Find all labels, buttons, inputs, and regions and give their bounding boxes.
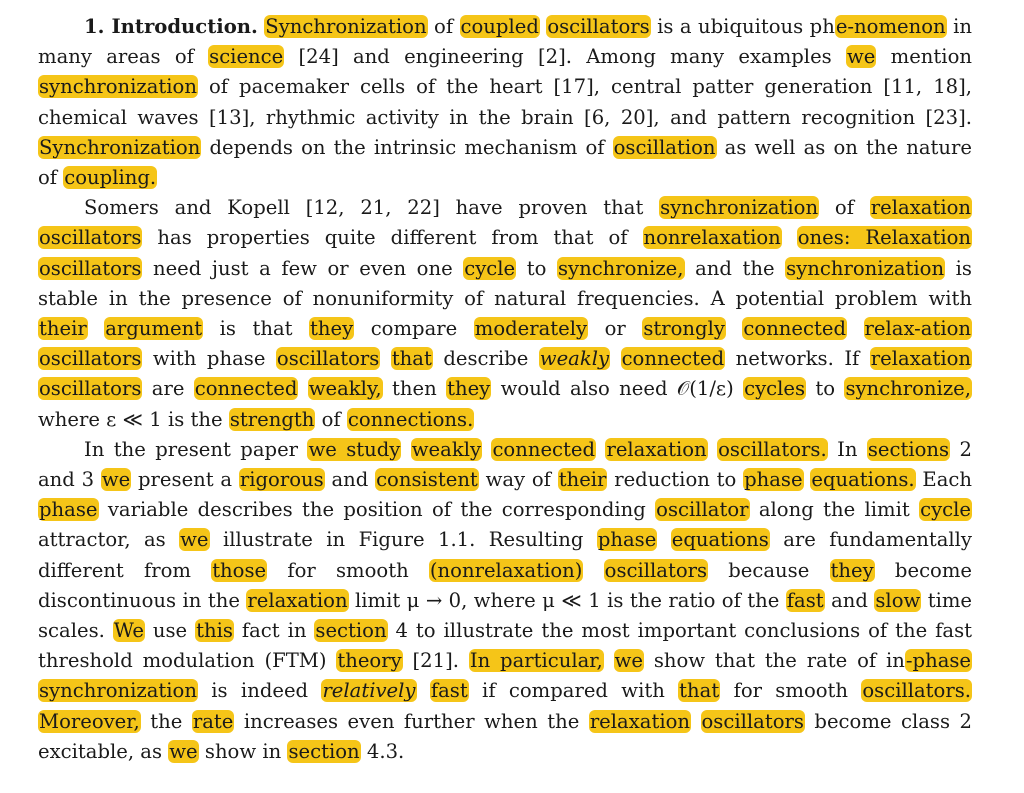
highlighted-word: synchronize, [845,377,971,401]
highlighted-word: phase [744,468,803,492]
text-run: depends on the intrinsic mechanism of [201,135,613,159]
highlighted-word: consistent [376,468,478,492]
text-run [380,347,391,370]
text-run: is indeed [197,679,322,703]
text-run [88,317,105,340]
highlighted-word: section [315,619,387,643]
text-run [708,438,717,461]
text-run: [24] and engineering [2]. Among many examples [284,45,846,69]
text-run: 4 to illustrate the most important conclusions of the fast threshold modulation (FTM) [38,619,972,673]
text-run: along the limit [749,498,920,522]
text-run: is that [203,317,310,341]
highlighted-word: phase [597,528,657,552]
text-run: In the present paper [84,437,308,461]
text-run: and [824,588,875,612]
text-run: fact in [233,619,315,643]
highlighted-word: oscillators [39,256,142,280]
highlighted-word: relaxation [247,588,348,612]
highlighted-word: oscillators. [862,679,972,703]
highlighted-word: coupling. [64,166,157,190]
text-run: become class 2 excitable, as [38,709,972,763]
highlighted-word: oscillators [276,347,380,371]
text-run: [21]. [402,649,469,673]
text-run [401,438,410,461]
text-run [691,710,701,733]
text-run: to [516,256,557,280]
text-run: of pacemaker cells of the heart [17], central patter generation [11, 18], chemical waves [13], rhythmic activity in the brain [6, 20], and pattern recognition [23]. [38,75,972,129]
highlighted-word: Synchronization [265,15,427,38]
highlighted-word: connected [194,377,298,401]
highlighted-word: -phase [905,649,972,673]
section-heading: 1. Introduction. [84,15,258,38]
highlighted-word: synchronize, [557,256,684,280]
text-run: show that the rate of in [643,649,905,673]
highlighted-word: we [180,528,209,552]
highlighted-word: synchronization [786,256,945,280]
highlighted-word: coupled [460,15,539,38]
highlighted-word: this [196,619,233,643]
text-run: way of [478,468,558,492]
text-run: describe [432,347,539,371]
text-run: show in [198,739,288,763]
highlighted-word: oscillator [656,498,749,522]
highlighted-word: they [447,377,491,401]
text-run: then [382,377,447,401]
text-run [847,317,864,340]
highlighted-word: synchronization [39,679,197,703]
highlighted-word: oscillators [39,347,142,371]
text-run: is stable in the presence of nonuniformity of natural frequencies. A potential problem with [38,256,972,310]
highlighted-word: moderately [474,317,588,341]
highlighted-word: connected [743,317,847,341]
highlighted-word: synchronization [660,196,819,220]
text-run: 2 and 3 [38,437,972,492]
highlighted-word: connected [621,347,725,371]
highlighted-word: argument [105,317,203,341]
highlighted-word: rigorous [239,468,324,492]
highlighted-word: oscillators [547,15,650,38]
text-run: to [806,377,845,401]
text-run: for smooth [720,679,862,703]
highlighted-word: rate [192,709,234,733]
highlighted-word: sections [867,437,950,461]
text-run [417,679,430,702]
highlighted-word: fast [786,588,824,612]
text-run: for smooth [267,558,429,582]
text-run [298,377,307,400]
paragraph-1 [38,12,972,193]
highlighted-word: they [310,317,354,341]
text-run: limit μ → 0, where μ ≪ 1 is the ratio of the [348,588,786,612]
text-run: are fundamentally different from [38,528,972,582]
text-run: of [427,15,460,38]
text-run: present a [131,468,239,492]
highlighted-word: connections. [347,407,474,431]
highlighted-word: oscillators [39,226,142,250]
highlighted-word: we [101,468,131,492]
text-run: of [819,196,870,220]
highlighted-word: those [212,558,267,582]
highlighted-word: weakly [411,437,482,461]
highlighted-word: weakly [539,347,610,371]
text-run [583,559,603,582]
text-run: networks. If [725,347,870,371]
highlighted-word: we [847,45,876,69]
text-run: or [588,317,643,341]
text-run: reduction to [607,468,744,492]
highlighted-word: equations. [811,468,915,492]
highlighted-word: cycle [464,256,516,280]
text-run: use [144,619,196,643]
highlighted-word: (nonrelaxation) [429,558,583,582]
highlighted-word: ones: Relaxation [797,226,971,250]
highlighted-word: In particular, [469,649,603,673]
highlighted-word: we study [308,437,401,461]
text-run: of [315,407,347,431]
paper-page [38,12,972,767]
highlighted-word: their [39,317,87,341]
text-run [782,226,797,249]
text-run [604,649,614,672]
highlighted-word: oscillators [701,709,804,733]
highlighted-word: theory [337,649,402,673]
highlighted-word: we [614,649,643,673]
highlighted-word: relax-ation [864,317,972,341]
text-run: become discontinuous in the [38,558,973,612]
highlighted-word: section [288,739,360,763]
highlighted-word: they [830,558,874,582]
highlighted-word: Synchronization [39,135,201,159]
text-run: variable describes the position of the corresponding [98,498,656,522]
text-run: mention [876,45,972,69]
text-run: time scales. [38,588,973,643]
highlighted-word: oscillators. [718,437,827,461]
highlighted-word: oscillation [613,135,716,159]
highlighted-word: relaxation [870,347,971,371]
highlighted-word: strength [229,407,315,431]
paragraph-2 [38,193,972,435]
text-run [657,528,670,551]
text-run: Somers and Kopell [12, 21, 22] have proven that [84,196,660,220]
paragraph-3 [38,435,972,767]
highlighted-word: we [169,739,198,763]
text-run: and [324,468,376,492]
highlighted-word: phase [39,498,98,522]
text-run: because [708,558,830,582]
text-run [610,347,621,370]
highlighted-word: fast [430,679,468,703]
text-run: is a ubiquitous ph [650,15,835,38]
highlighted-word: cycle [920,498,971,522]
highlighted-word: that [391,347,432,371]
highlighted-word: their [558,468,607,492]
highlighted-word: relaxation [606,437,707,461]
text-run: has properties quite different from that of [142,226,643,250]
highlighted-word: cycles [744,377,806,401]
highlighted-word: oscillators [604,558,708,582]
text-run: as well as on the nature of [38,135,972,190]
highlighted-word: Moreover, [39,709,140,733]
text-run: illustrate in Figure 1.1. Resulting [209,528,597,552]
highlighted-word: We [113,619,144,643]
text-run: with phase [142,347,276,371]
highlighted-word: slow [875,588,921,612]
text-run: in many areas of [38,15,972,69]
text-run: Each [915,468,972,492]
highlighted-word: nonrelaxation [643,226,781,250]
text-run: In [827,437,867,461]
highlighted-word: weakly, [308,377,382,401]
text-run: need just a few or even one [142,256,464,280]
highlighted-word: that [679,679,720,703]
highlighted-word: science [209,45,284,69]
text-run: if compared with [468,679,679,703]
highlighted-word: connected [492,437,596,461]
highlighted-word: equations [671,528,769,552]
text-run: where ε ≪ 1 is the [38,407,229,431]
text-run: 4.3. [360,739,405,763]
text-run: are [142,377,194,401]
highlighted-word: relatively [322,679,416,703]
highlighted-word: relaxation [870,196,971,220]
highlighted-word: strongly [643,317,725,341]
text-run: would also need 𝒪(1/ε) [491,377,744,401]
text-run [726,317,743,340]
highlighted-word: synchronization [39,75,197,99]
highlighted-word: relaxation [589,709,691,733]
text-run: attractor, as [38,528,180,552]
text-run: and the [684,256,786,280]
text-run: the [140,709,192,733]
highlighted-word: oscillators [39,377,142,401]
text-run: increases even further when the [234,709,589,733]
text-run: compare [354,317,474,341]
highlighted-word: e-nomenon [835,15,946,38]
